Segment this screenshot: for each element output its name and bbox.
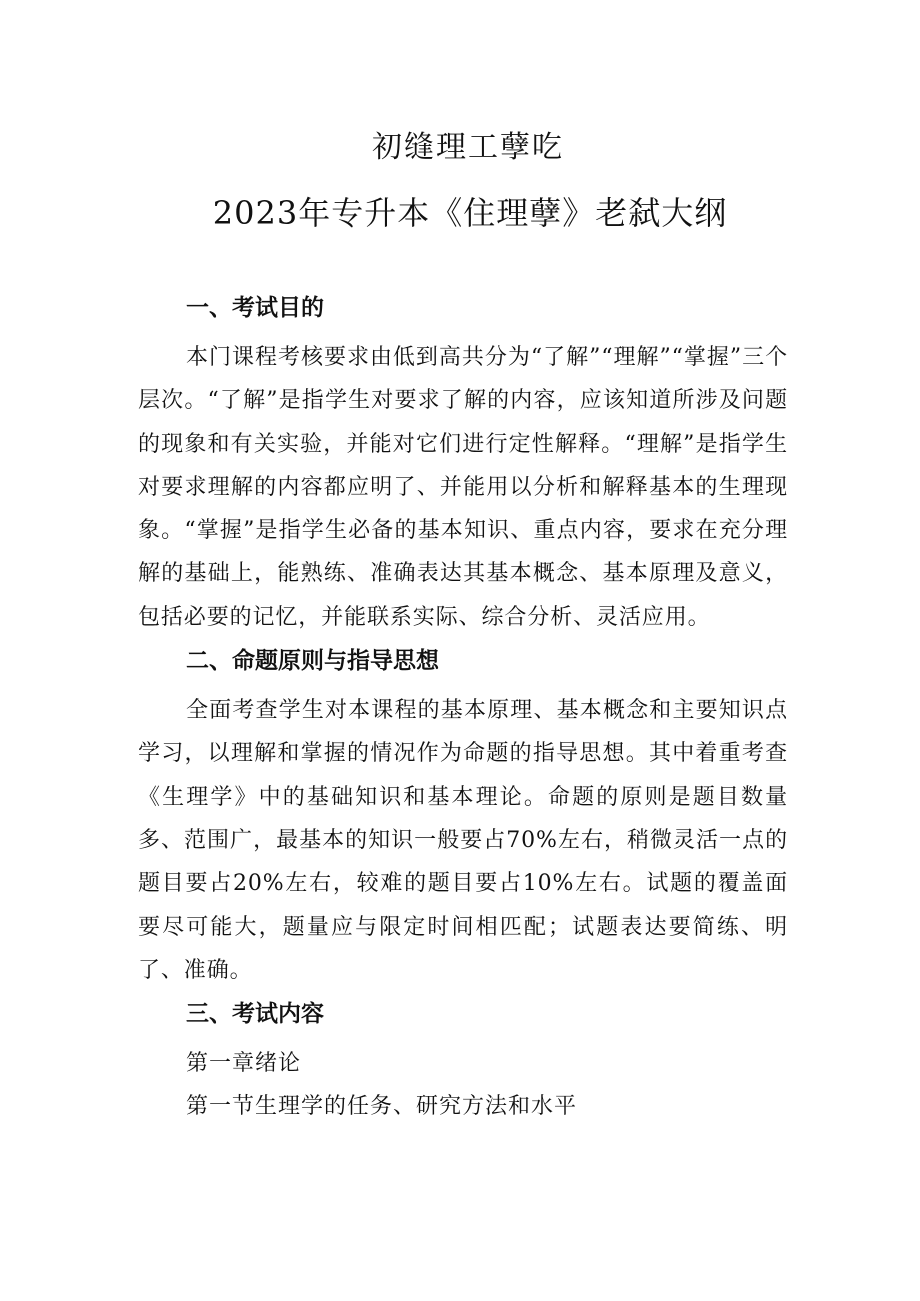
section-heading-principles: 二、命题原则与指导思想 <box>186 648 439 675</box>
chapter-title: 第一章绪论 <box>186 1051 302 1077</box>
section-heading-exam-purpose: 一、考试目的 <box>186 295 324 321</box>
section-title: 第一节生理学的任务、研究方法和水平 <box>186 1094 578 1120</box>
document-title-line2: 2023年专升本《住理孽》老弑大纲 <box>212 194 728 232</box>
paragraph-exam-purpose: 本门课程考核要求由低到高共分为“了解”“理解”“掌握”三个层次。“了解”是指学生对要求了解的内容，应该知道所涉及问题的现象和有关实验，并能对它们进行定性解释。“理解”是指学生对要求理解的内容都应明了、并能用以分析和解释基本的生理现象。“掌握”是指学生必备的基本知识、重点内容，要求在充分理解的基础上，能熟练、准确表达其基本概念、基本原理及意义，包括必要的记忆，并能联系实际、综合分析、灵活应用。 <box>138 345 788 630</box>
section-heading-exam-content: 三、考试内容 <box>186 1001 324 1028</box>
paragraph-principles: 全面考查学生对本课程的基本原理、基本概念和主要知识点学习，以理解和掌握的情况作为命题的指导思想。其中着重考查《生理学》中的基础知识和基本理论。命题的原则是题目数量多、范围广，最基本的知识一般要占70%左右，稍微灵活一点的题目要占20%左右，较难的题目要占10%左右。试题的覆盖面要尽可能大，题量应与限定时间相匹配；试题表达要简练、明了、准确。 <box>138 698 788 983</box>
document-body <box>138 290 788 1128</box>
document-title-line1: 初缝理工孽吃 <box>372 130 564 165</box>
